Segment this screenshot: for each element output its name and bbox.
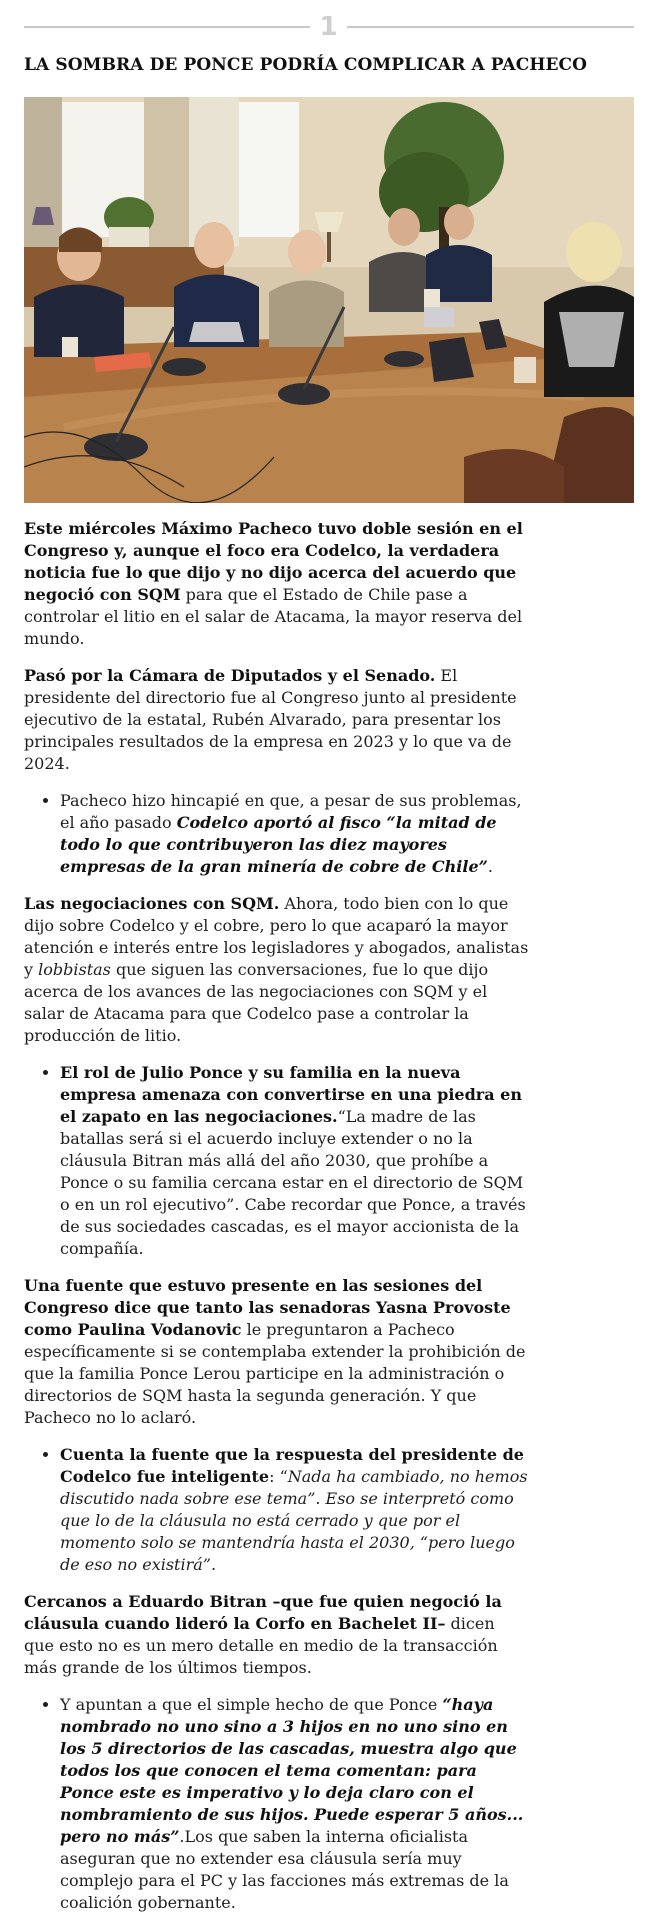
- bullet-item: [60, 1444, 529, 1576]
- paragraph: [24, 518, 529, 650]
- bullet-quote: Codelco aportó al fisco “la mitad de todo lo que contribuyeron las diez mayores empresas de la gran minería de cobre de Chile”: [60, 813, 497, 876]
- paragraph-text: Ahora, todo bien con lo que dijo sobre Codelco y el cobre, pero lo que acaparó la mayor atención e interés entre los legisladores y abogados, analistas y: [24, 894, 529, 979]
- paragraph-lead: Pasó por la Cámara de Diputados y el Senado.: [24, 666, 436, 685]
- bullet-text: Y apuntan a que el simple hecho de que Ponce: [60, 1695, 443, 1714]
- bullet-item: [60, 1694, 529, 1914]
- bullet-list: [24, 1062, 529, 1260]
- divider-line-right: [347, 26, 634, 28]
- bullet-text: : “: [269, 1467, 288, 1486]
- bullet-quote: “haya nombrado no uno sino a 3 hijos en no uno sino en los 5 directorios de las cascadas, muestra algo que todos los que conocen el tema comentan: para Ponce este es imperativo y lo deja claro con el nombramiento de sus hijos. Puede esperar 5 años... pero no más”: [60, 1695, 524, 1846]
- paragraph-text: le preguntaron a Pacheco específicamente si se contemplaba extender la prohibición de que la familia Ponce Lerou participe en la administración o directorios de SQM hasta la segunda generación. Y que Pacheco no lo aclaró.: [24, 1320, 526, 1427]
- bullet-list: [24, 790, 529, 878]
- paragraph: [24, 665, 529, 775]
- article-headline: LA SOMBRA DE PONCE PODRÍA COMPLICAR A PACHECO: [24, 55, 588, 75]
- paragraph: [24, 1275, 529, 1429]
- paragraph: [24, 893, 529, 1047]
- paragraph-text: El presidente del directorio fue al Congreso junto al presidente ejecutivo de la estatal, Rubén Alvarado, para presentar los principales resultados de la empresa en 2023 y lo que va de 2024.: [24, 666, 517, 773]
- bullet-quote: Nada ha cambiado, no hemos discutido nada sobre ese tema”. Eso se interpretó como que lo de la cláusula no está cerrado y que por el momento solo se mantendría hasta el 2030, “pero luego de eso no existirá”.: [60, 1467, 528, 1574]
- paragraph-lead: Las negociaciones con SQM.: [24, 894, 280, 913]
- bullet-list: [24, 1444, 529, 1576]
- bullet-item: [60, 790, 529, 878]
- bullet-tail: .Los que saben la interna oficialista aseguran que no extender esa cláusula sería muy complejo para el PC y las facciones más extremas de la coalición gobernante.: [60, 1827, 509, 1912]
- paragraph-lead: Este miércoles Máximo Pacheco tuvo doble sesión en el Congreso y, aunque el foco era Codelco, la verdadera noticia fue lo que dijo y no dijo acerca del acuerdo que negoció con SQM: [24, 519, 523, 604]
- paragraph-italic: lobbistas: [38, 960, 111, 979]
- bullet-lead: Cuenta la fuente que la respuesta del presidente de Codelco fue inteligente: [60, 1445, 524, 1486]
- bullet-text: “La madre de las batallas será si el acuerdo incluye extender o no la cláusula Bitran más allá del año 2030, que prohíbe a Ponce o su familia cercana estar en el directorio de SQM o en un rol ejecutivo”. Cabe recordar que Ponce, a través de sus sociedades cascadas, es el mayor accionista de la compañía.: [60, 1107, 526, 1258]
- bullet-tail: .: [487, 857, 493, 876]
- bullet-text: Pacheco hizo hincapié en que, a pesar de sus problemas, el año pasado: [60, 791, 522, 832]
- paragraph-text: dicen que esto no es un mero detalle en medio de la transacción más grande de los últimos tiempos.: [24, 1614, 498, 1677]
- paragraph-text: que siguen las conversaciones, fue lo que dijo acerca de los avances de las negociaciones con SQM y el salar de Atacama para que Codelco pase a controlar la producción de litio.: [24, 960, 489, 1045]
- section-number: 1: [319, 12, 338, 42]
- paragraph-lead: Cercanos a Eduardo Bitran –que fue quien negoció la cláusula cuando lideró la Corfo en Bachelet II–: [24, 1592, 502, 1633]
- paragraph: [24, 1591, 529, 1679]
- bullet-item: [60, 1062, 529, 1260]
- divider-line-left: [24, 26, 310, 28]
- paragraph-text: para que el Estado de Chile pase a controlar el litio en el salar de Atacama, la mayor reserva del mundo.: [24, 585, 523, 648]
- bullet-list: [24, 1694, 529, 1914]
- article-body: [24, 518, 529, 1929]
- meeting-photo: [24, 97, 634, 503]
- bullet-lead: El rol de Julio Ponce y su familia en la nueva empresa amenaza con convertirse en una piedra en el zapato en las negociaciones.: [60, 1063, 522, 1126]
- section-divider: [24, 12, 634, 42]
- paragraph-lead: Una fuente que estuvo presente en las sesiones del Congreso dice que tanto las senadoras Yasna Provoste como Paulina Vodanovic: [24, 1276, 511, 1339]
